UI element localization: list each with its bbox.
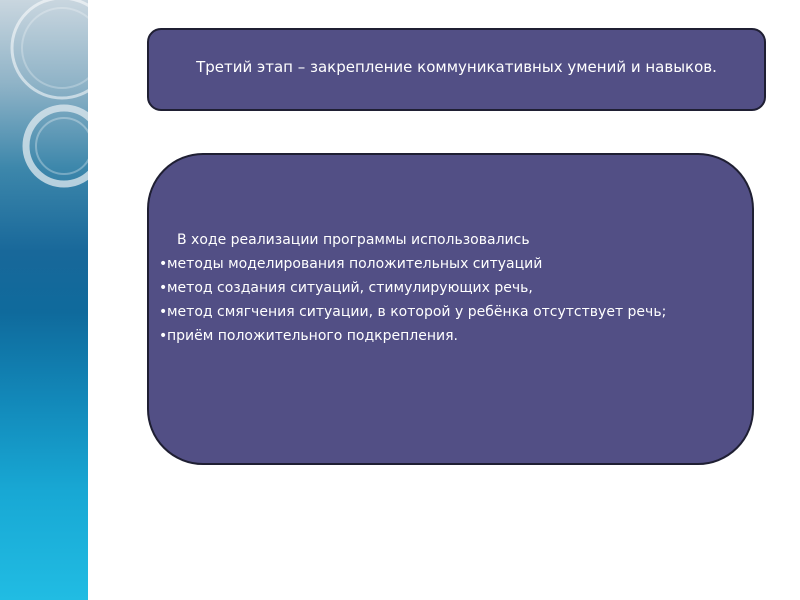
decorative-rings-graphic — [0, 0, 88, 600]
bullet-icon: • — [159, 304, 168, 320]
title-box — [147, 28, 766, 111]
list-item-text: методы моделирования положительных ситуаций — [167, 256, 543, 272]
list-item-text: приём положительного подкрепления. — [167, 328, 458, 344]
bullet-icon: • — [159, 256, 168, 272]
list-item — [159, 276, 719, 300]
bullet-icon: • — [159, 328, 168, 344]
list-item — [159, 324, 719, 348]
list-item-text: метод создания ситуаций, стимулирующих речь, — [167, 280, 533, 296]
slide-title: Третий этап – закрепление коммуникативных умений и навыков. — [196, 57, 717, 76]
bullet-icon: • — [159, 280, 168, 296]
list-item-text: метод смягчения ситуации, в которой у ребёнка отсутствует речь; — [167, 304, 667, 320]
decorative-side-band — [0, 0, 88, 600]
content-box — [147, 153, 754, 465]
list-item — [159, 252, 719, 276]
intro-line: В ходе реализации программы использовались — [177, 232, 530, 248]
content-text — [159, 228, 719, 348]
list-item — [159, 300, 719, 324]
